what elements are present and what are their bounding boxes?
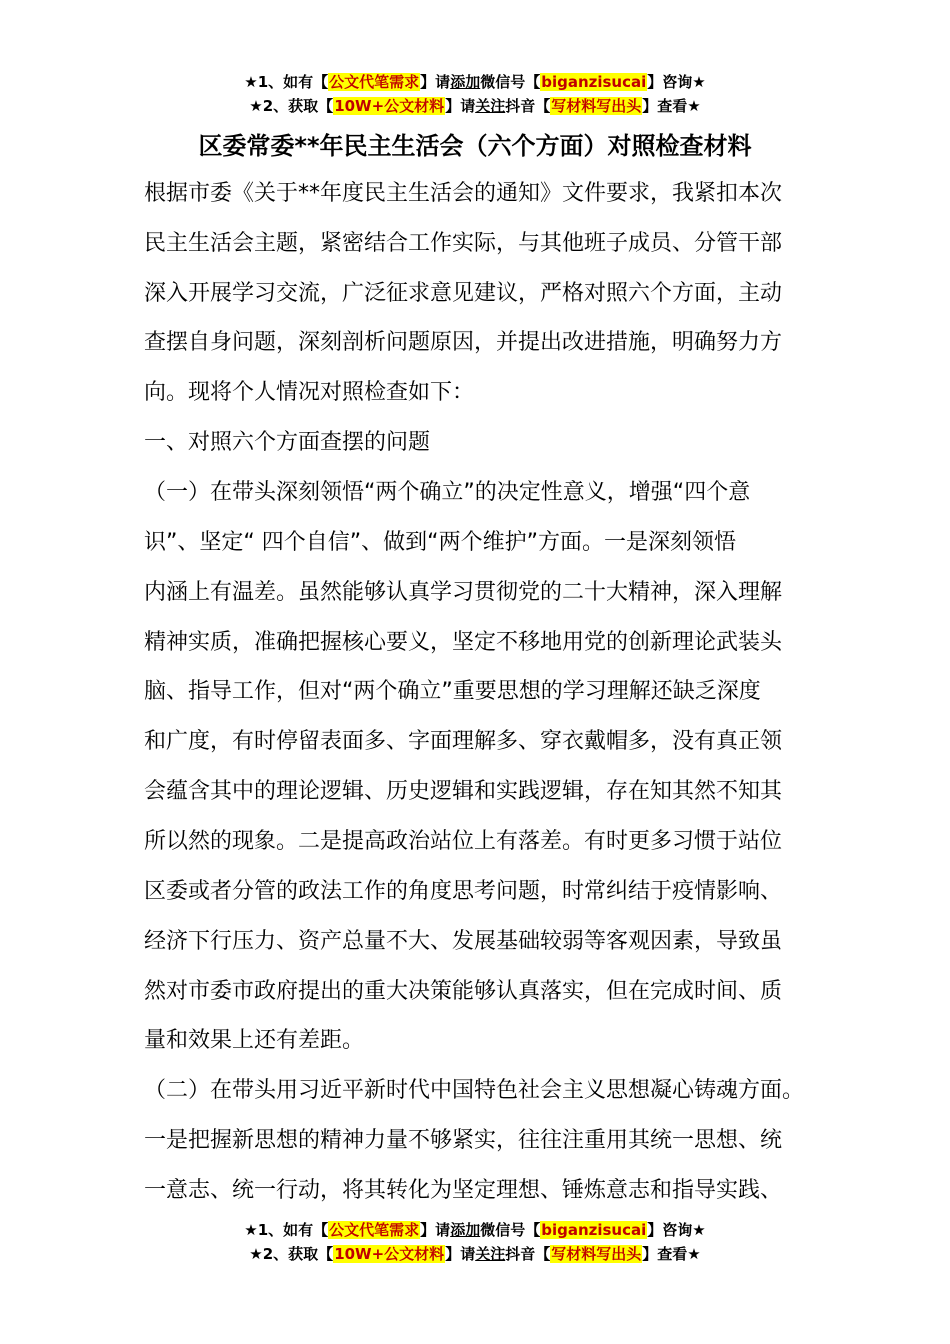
banner-highlight: biganzisucai: [541, 1221, 647, 1239]
banner-underline: 关注: [475, 1245, 506, 1263]
banner-text: 】请: [445, 97, 476, 115]
banner-text: 抖音【: [505, 1245, 551, 1263]
body-line: 内涵上有温差。虽然能够认真学习贯彻党的二十大精神，深入理解: [144, 580, 783, 605]
footer-banner: [0, 1218, 950, 1266]
banner-line-1: [0, 1218, 950, 1242]
body-line: 区委或者分管的政法工作的角度思考问题，时常纠结于疫情影响、: [144, 879, 783, 904]
banner-text: 】咨询★: [647, 73, 706, 91]
body-line: 脑、指导工作，但对“两个确立”重要思想的学习理解还缺乏深度: [144, 679, 761, 704]
body-line: 深入开展学习交流，广泛征求意见建议，严格对照六个方面，主动: [144, 281, 783, 306]
body-line: 一是把握新思想的精神力量不够紧实，往往注重用其统一思想、统: [144, 1128, 783, 1153]
banner-text: 】查看★: [642, 97, 701, 115]
section-heading: 一、对照六个方面查摆的问题: [144, 430, 431, 455]
banner-highlight: 10W+公文材料: [334, 1245, 445, 1263]
banner-text: 】请: [420, 1221, 451, 1239]
body-line: 精神实质，准确把握核心要义，坚定不移地用党的创新理论武装头: [144, 630, 783, 655]
body-line: 识”、坚定“ 四个自信”、做到“两个维护”方面。一是深刻领悟: [144, 530, 736, 555]
banner-text: 微信号【: [480, 73, 541, 91]
banner-text: 】咨询★: [647, 1221, 706, 1239]
banner-text: ★2、获取【: [249, 1245, 334, 1263]
banner-text: 抖音【: [505, 97, 551, 115]
body-line: 和广度，有时停留表面多、字面理解多、穿衣戴帽多，没有真正领: [144, 729, 783, 754]
banner-line-2: [0, 1242, 950, 1266]
banner-underline: 添加: [450, 73, 481, 91]
document-title: 区委常委**年民主生活会（六个方面）对照检查材料: [198, 132, 752, 160]
banner-text: 】请: [445, 1245, 476, 1263]
header-banner: [0, 70, 950, 118]
banner-underline: 关注: [475, 97, 506, 115]
banner-highlight: 公文代笔需求: [329, 73, 420, 91]
body-line: 民主生活会主题，紧密结合工作实际，与其他班子成员、分管干部: [144, 231, 783, 256]
banner-highlight: 10W+公文材料: [334, 97, 445, 115]
banner-text: ★1、如有【: [244, 1221, 329, 1239]
banner-line-1: [0, 70, 950, 94]
banner-highlight: biganzisucai: [541, 73, 647, 91]
banner-text: 】请: [420, 73, 451, 91]
banner-highlight: 写材料写出头: [551, 1245, 642, 1263]
body-line: 经济下行压力、资产总量不大、发展基础较弱等客观因素，导致虽: [144, 929, 783, 954]
body-line: 然对市委市政府提出的重大决策能够认真落实，但在完成时间、质: [144, 979, 783, 1004]
banner-text: ★1、如有【: [244, 73, 329, 91]
body-line: 根据市委《关于**年度民主生活会的通知》文件要求，我紧扣本次: [144, 181, 783, 206]
banner-highlight: 写材料写出头: [551, 97, 642, 115]
body-line: 向。现将个人情况对照检查如下：: [144, 380, 475, 405]
body-line: （二）在带头用习近平新时代中国特色社会主义思想凝心铸魂方面。: [144, 1078, 805, 1103]
body-line: 查摆自身问题，深刻剖析问题原因，并提出改进措施，明确努力方: [144, 330, 783, 355]
banner-line-2: [0, 94, 950, 118]
banner-text: ★2、获取【: [249, 97, 334, 115]
body-line: 量和效果上还有差距。: [144, 1028, 365, 1053]
banner-text: 微信号【: [480, 1221, 541, 1239]
body-line: 所以然的现象。二是提高政治站位上有落差。有时更多习惯于站位: [144, 829, 783, 854]
body-line: 一意志、统一行动，将其转化为坚定理想、锤炼意志和指导实践、: [144, 1178, 783, 1203]
body-line: 会蕴含其中的理论逻辑、历史逻辑和实践逻辑，存在知其然不知其: [144, 779, 783, 804]
body-line: （一）在带头深刻领悟“两个确立”的决定性意义，增强“四个意: [144, 480, 751, 505]
banner-text: 】查看★: [642, 1245, 701, 1263]
banner-highlight: 公文代笔需求: [329, 1221, 420, 1239]
banner-underline: 添加: [450, 1221, 481, 1239]
